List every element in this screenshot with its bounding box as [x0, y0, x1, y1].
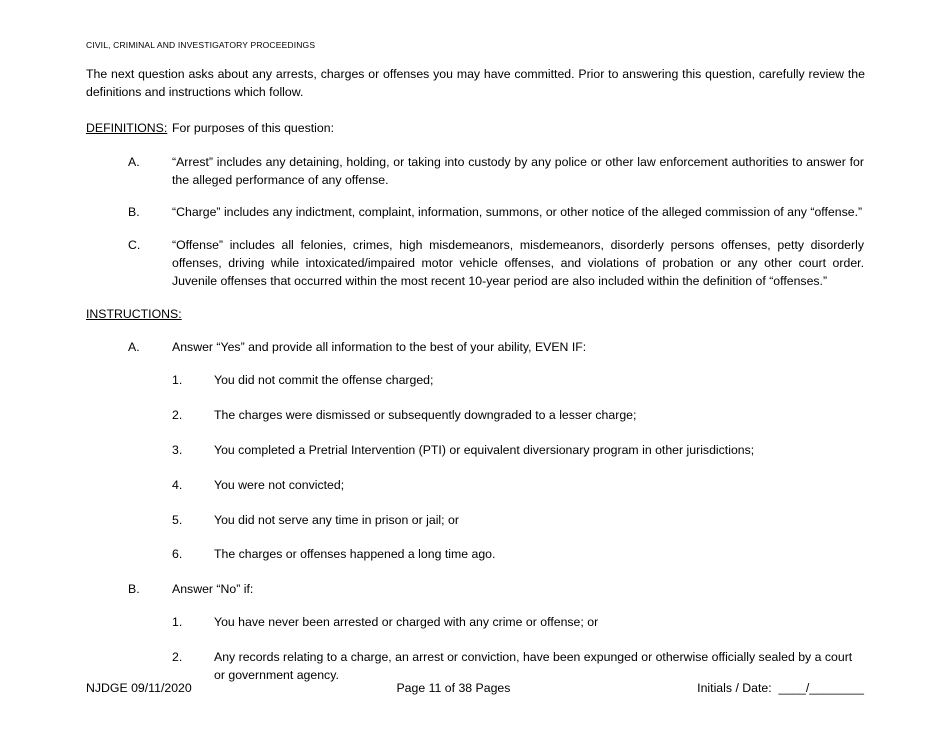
- list-item-marker: 1.: [172, 373, 183, 388]
- list-item-text: You were not convicted;: [214, 477, 345, 492]
- list-item: [172, 442, 864, 460]
- instructions-list: [128, 339, 864, 684]
- list-item: [172, 649, 864, 685]
- list-item-marker: B.: [128, 205, 140, 220]
- list-item-text: Answer “Yes” and provide all information to the best of your ability, EVEN IF:: [172, 340, 587, 355]
- list-item-text: You did not commit the offense charged;: [214, 373, 434, 388]
- instructions-group-b-sublist: [172, 614, 864, 684]
- page-footer: [86, 681, 864, 695]
- list-item: [172, 477, 864, 495]
- list-item-marker: A.: [128, 340, 140, 355]
- list-item-text: Answer “No” if:: [172, 582, 254, 597]
- list-item-text: “Arrest” includes any detaining, holding, or taking into custody by any police or other law enforcement authorities to answer for the alleged performance of any offense.: [172, 154, 864, 187]
- list-item: [172, 614, 864, 632]
- list-item: [128, 581, 864, 599]
- definitions-lead-in: For purposes of this question:: [172, 120, 334, 135]
- running-head: CIVIL, CRIMINAL AND INVESTIGATORY PROCEEDINGS: [86, 40, 316, 50]
- list-item-marker: 5.: [172, 512, 183, 527]
- footer-initials-date-field: Initials / Date: ____/________: [697, 681, 864, 695]
- list-item: [172, 512, 864, 530]
- list-item-text: Any records relating to a charge, an arrest or conviction, have been expunged or otherwise officially sealed by a court or government agency.: [214, 649, 853, 682]
- list-item: [128, 154, 864, 190]
- list-item-marker: 2.: [172, 649, 183, 664]
- list-item-text: You completed a Pretrial Intervention (PTI) or equivalent diversionary program in other jurisdictions;: [214, 442, 755, 457]
- list-item-marker: 2.: [172, 408, 183, 423]
- list-item: [172, 546, 864, 564]
- definitions-label-text: DEFINITIONS:: [86, 120, 168, 135]
- list-item-marker: 4.: [172, 477, 183, 492]
- list-item-text: You did not serve any time in prison or jail; or: [214, 512, 459, 527]
- definitions-list: [128, 154, 864, 291]
- instructions-heading: [86, 306, 864, 324]
- list-item-text: “Charge” includes any indictment, complaint, information, summons, or other notice of the alleged commission of any “offense.”: [172, 205, 863, 220]
- list-item: [128, 339, 864, 357]
- list-item-text: You have never been arrested or charged with any crime or offense; or: [214, 615, 599, 630]
- list-item-marker: C.: [128, 238, 141, 253]
- definitions-label: [86, 120, 172, 138]
- footer-form-id: NJDGE 09/11/2020: [86, 681, 192, 695]
- list-item-text: “Offense” includes all felonies, crimes, high misdemeanors, misdemeanors, disorderly persons offenses, petty disorderly offenses, driving while intoxicated/impaired motor vehicle offenses, and violations of probation or any other court order. Juvenile offenses that occurred within the most recent 10-year period are also included within the definition of “offenses.”: [172, 238, 864, 288]
- list-item-marker: B.: [128, 582, 140, 597]
- list-item: [172, 372, 864, 390]
- list-item-marker: 1.: [172, 615, 183, 630]
- list-item-text: The charges or offenses happened a long time ago.: [214, 547, 496, 562]
- list-item: [128, 237, 864, 290]
- instructions-group-a-sublist: [172, 372, 864, 564]
- list-item: [172, 407, 864, 425]
- list-item-marker: 3.: [172, 442, 183, 457]
- list-item-marker: A.: [128, 154, 140, 169]
- footer-page-number: Page 11 of 38 Pages: [396, 681, 511, 695]
- list-item: [128, 204, 864, 222]
- list-item-marker: 6.: [172, 547, 183, 562]
- definitions-heading-row: [86, 120, 864, 138]
- intro-paragraph: The next question asks about any arrests, charges or offenses you may have committed. Prior to answering this question, carefully review the definitions and instructions which follow.: [86, 67, 865, 100]
- list-item-text: The charges were dismissed or subsequently downgraded to a lesser charge;: [214, 408, 637, 423]
- instructions-label-text: INSTRUCTIONS:: [86, 306, 182, 321]
